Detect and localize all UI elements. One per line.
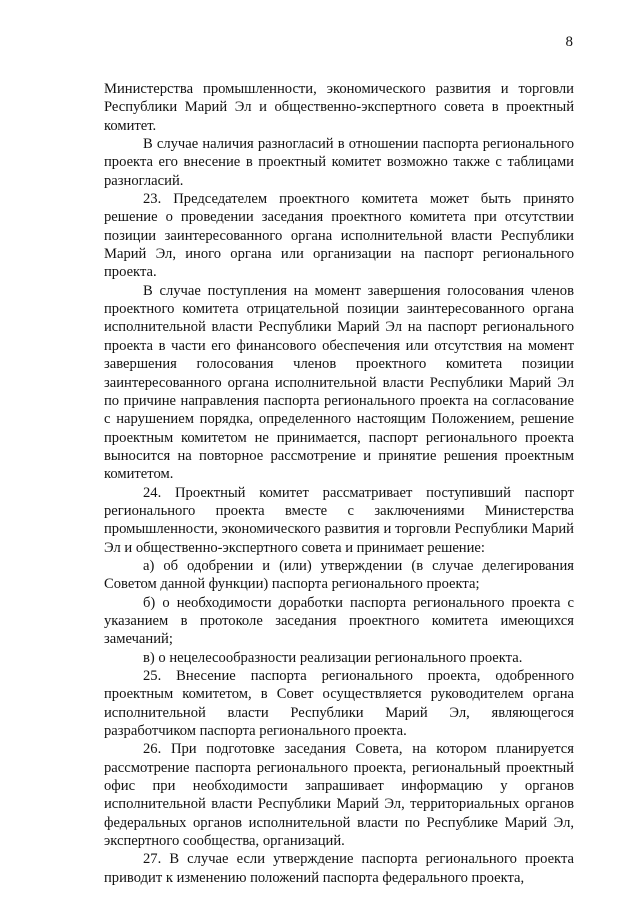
paragraph-item-25: 25. Внесение паспорта регионального проекта, одобренного проектным комитетом, в Совет осуществляется руководителем органа исполнительной власти Республики Марий Эл, являющегося разработчиком паспорта регионального проекта. xyxy=(104,668,574,740)
paragraph-item-24: 24. Проектный комитет рассматривает поступивший паспорт регионального проекта вместе с заключениями Министерства промышленности, экономического развития и торговли Республики Марий Эл и общественно-экспертного совета и принимает решение: xyxy=(104,484,574,556)
paragraph-subitem-v: в) о нецелесообразности реализации регионального проекта. xyxy=(143,649,523,666)
paragraph-item-23: 23. Председателем проектного комитета может быть принято решение о проведении заседания проектного комитета при отсутствии позиции заинтересованного органа исполнительной власти Республики Марий Эл, иного органа или организации на паспорт регионального проекта. xyxy=(104,191,574,281)
paragraph-subitem-b: б) о необходимости доработки паспорта регионального проекта с указанием в протоколе заседания проектного комитета имеющихся замечаний; xyxy=(104,594,574,648)
paragraph-negative-position: В случае поступления на момент завершения голосования членов проектного комитета отрицательной позиции заинтересованного органа исполнительной власти Республики Марий Эл на паспорт регионального проекта в части его финансового обеспечения или отсутствия на момент завершения голосования членов проектного комитета позиции заинтересованного органа исполнительной власти Республики Марий Эл по причине направления паспорта регионального проекта на согласование с нарушением порядка, определенного настоящим Положением, решение проектным комитетом не принимается, паспорт регионального проекта выносится на повторное рассмотрение и принятие решения проектным комитетом. xyxy=(104,282,574,483)
paragraph-item-26: 26. При подготовке заседания Совета, на котором планируется рассмотрение паспорта регионального проекта, региональный проектный офис при необходимости запрашивает информацию у органов исполнительной власти Республики Марий Эл, территориальных органов федеральных органов исполнительной власти по Республике Марий Эл, экспертного сообщества, организаций. xyxy=(104,741,574,850)
paragraph-disagreements: В случае наличия разногласий в отношении паспорта регионального проекта его внесение в проектный комитет возможно также с таблицами разногласий. xyxy=(104,136,574,189)
paragraph-continuation: Министерства промышленности, экономического развития и торговли Республики Марий Эл и общественно-экспертного совета в проектный комитет. xyxy=(104,81,574,134)
paragraph-item-27: 27. В случае если утверждение паспорта регионального проекта приводит к изменению положений паспорта федерального проекта, xyxy=(104,851,574,886)
document-body xyxy=(104,80,574,887)
paragraph-subitem-a: а) об одобрении и (или) утверждении (в случае делегирования Советом данной функции) паспорта регионального проекта; xyxy=(104,557,574,593)
page-number: 8 xyxy=(565,34,573,50)
